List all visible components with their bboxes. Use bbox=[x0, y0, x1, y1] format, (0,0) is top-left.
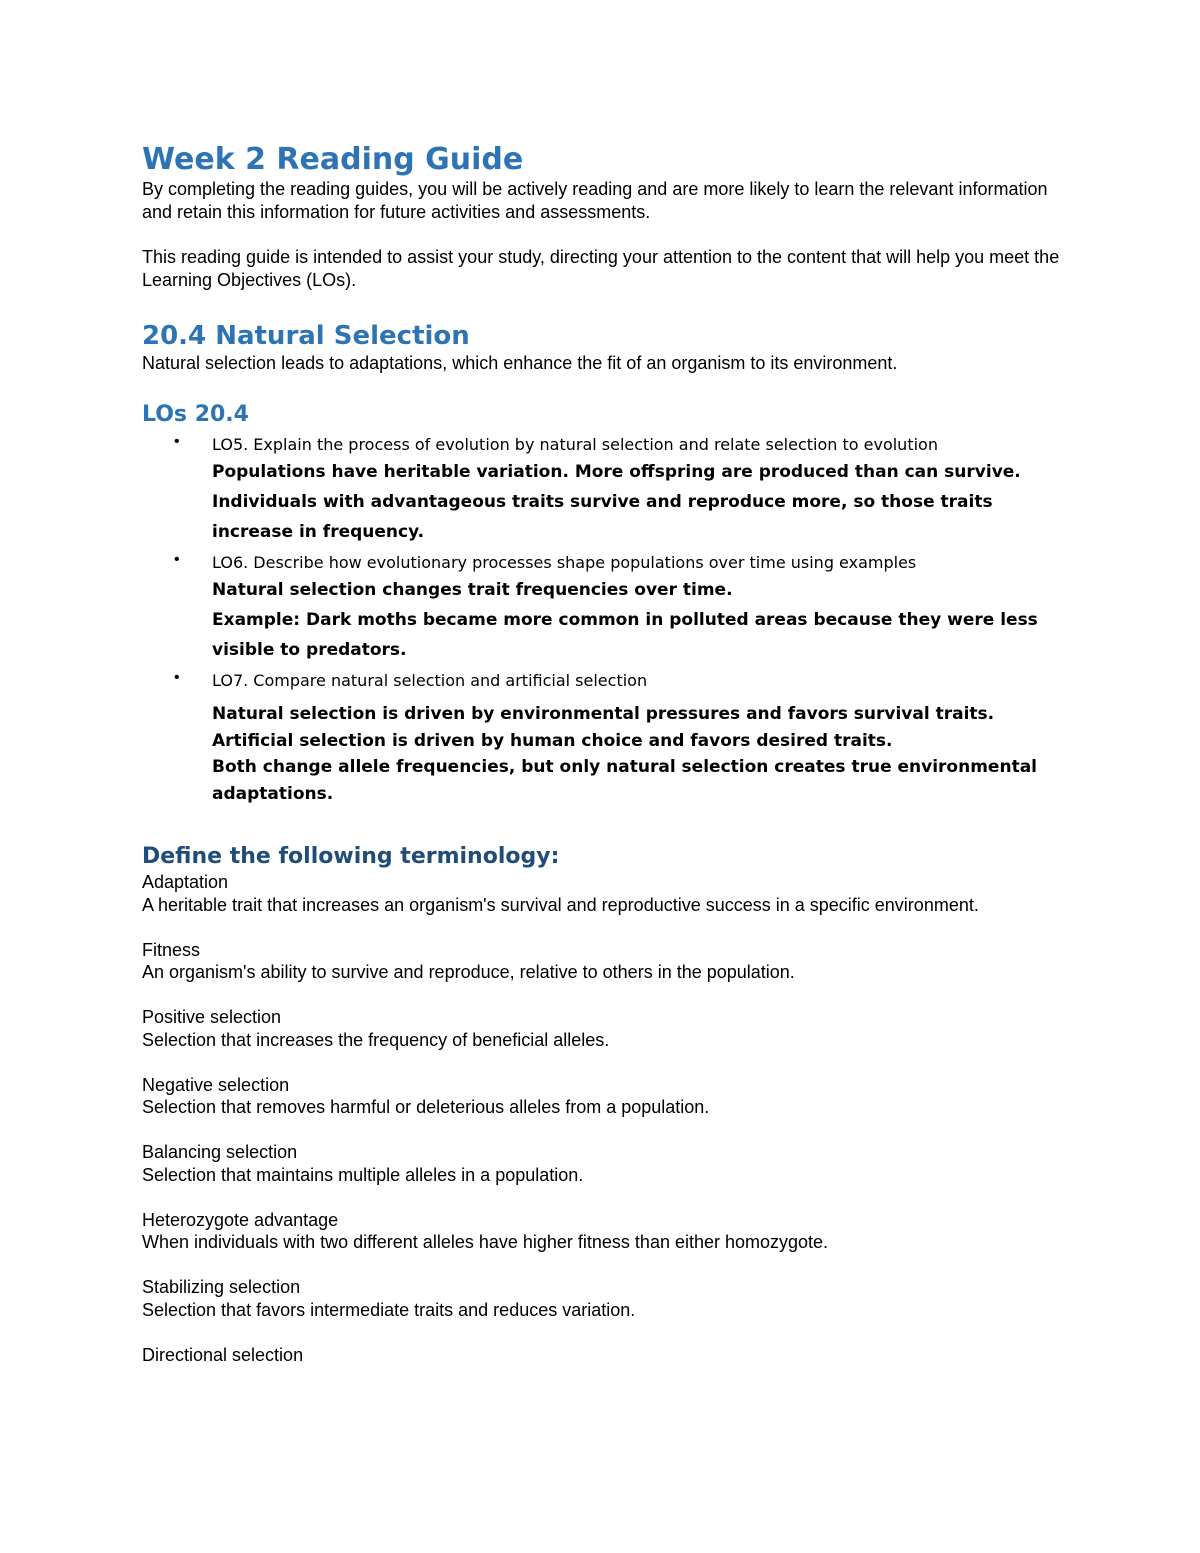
term-name: Directional selection bbox=[142, 1344, 304, 1365]
term-entry bbox=[142, 1006, 1070, 1051]
term-definition: An organism's ability to survive and reproduce, relative to others in the population. bbox=[142, 962, 795, 982]
lo-answer: Example: Dark moths became more common in polluted areas because they were less visible to predators. bbox=[212, 610, 1038, 660]
lo-answer: Individuals with advantageous traits survive and reproduce more, so those traits increase in frequency. bbox=[212, 492, 993, 542]
intro-paragraph-1: By completing the reading guides, you will be actively reading and are more likely to learn the relevant information and retain this information for future activities and assessments. bbox=[142, 179, 1048, 222]
lo-answer: Artificial selection is driven by human choice and favors desired traits. bbox=[212, 730, 893, 751]
term-name: Positive selection bbox=[142, 1007, 282, 1027]
terminology-list bbox=[142, 871, 1070, 1366]
lo-answer: Natural selection is driven by environmental pressures and favors survival traits. bbox=[212, 704, 995, 724]
term-definition: Selection that favors intermediate traits and reduces variation. bbox=[142, 1299, 636, 1320]
term-definition: Selection that maintains multiple alleles in a population. bbox=[142, 1164, 584, 1185]
term-name: Negative selection bbox=[142, 1074, 290, 1095]
term-entry bbox=[142, 939, 1070, 984]
term-entry bbox=[142, 1276, 1070, 1321]
term-name: Adaptation bbox=[142, 872, 229, 892]
bullet-icon: • bbox=[174, 433, 180, 450]
list-item bbox=[142, 665, 1070, 807]
list-item bbox=[142, 547, 1070, 665]
lo-answer: Natural selection changes trait frequencies over time. bbox=[212, 580, 733, 600]
learning-objectives-list bbox=[142, 429, 1070, 807]
term-name: Stabilizing selection bbox=[142, 1277, 301, 1297]
lo-answer: Populations have heritable variation. More offspring are produced than can survive. bbox=[212, 462, 1021, 482]
lo-text: LO7. Compare natural selection and artificial selection bbox=[212, 671, 648, 690]
term-entry bbox=[142, 871, 1070, 916]
term-definition: Selection that increases the frequency of beneficial alleles. bbox=[142, 1029, 610, 1050]
term-name: Balancing selection bbox=[142, 1142, 298, 1162]
bullet-icon: • bbox=[174, 669, 180, 686]
terminology-heading: Define the following terminology: bbox=[142, 844, 560, 869]
term-name: Heterozygote advantage bbox=[142, 1209, 339, 1230]
lo-answer: Both change allele frequencies, but only natural selection creates true environmental adaptations. bbox=[212, 757, 1037, 804]
term-entry bbox=[142, 1344, 1070, 1367]
intro-paragraph-2: This reading guide is intended to assist your study, directing your attention to the content that will help you meet the Learning Objectives (LOs). bbox=[142, 247, 1060, 290]
term-entry bbox=[142, 1074, 1070, 1119]
los-heading: LOs 20.4 bbox=[142, 402, 249, 427]
section-summary: Natural selection leads to adaptations, which enhance the fit of an organism to its environment. bbox=[142, 353, 898, 373]
term-definition: A heritable trait that increases an organism's survival and reproductive success in a specific environment. bbox=[142, 894, 979, 915]
section-heading: 20.4 Natural Selection bbox=[142, 321, 470, 351]
lo-text: LO6. Describe how evolutionary processes shape populations over time using examples bbox=[212, 553, 917, 572]
term-definition: When individuals with two different alleles have higher fitness than either homozygote. bbox=[142, 1232, 829, 1252]
term-entry bbox=[142, 1209, 1070, 1254]
term-definition: Selection that removes harmful or deleterious alleles from a population. bbox=[142, 1097, 710, 1117]
term-name: Fitness bbox=[142, 939, 201, 960]
page-title: Week 2 Reading Guide bbox=[142, 142, 524, 177]
list-item bbox=[142, 429, 1070, 547]
lo-text: LO5. Explain the process of evolution by natural selection and relate selection to evolution bbox=[212, 435, 938, 454]
bullet-icon: • bbox=[174, 551, 180, 568]
term-entry bbox=[142, 1141, 1070, 1186]
lo-answer-block bbox=[212, 693, 1070, 807]
